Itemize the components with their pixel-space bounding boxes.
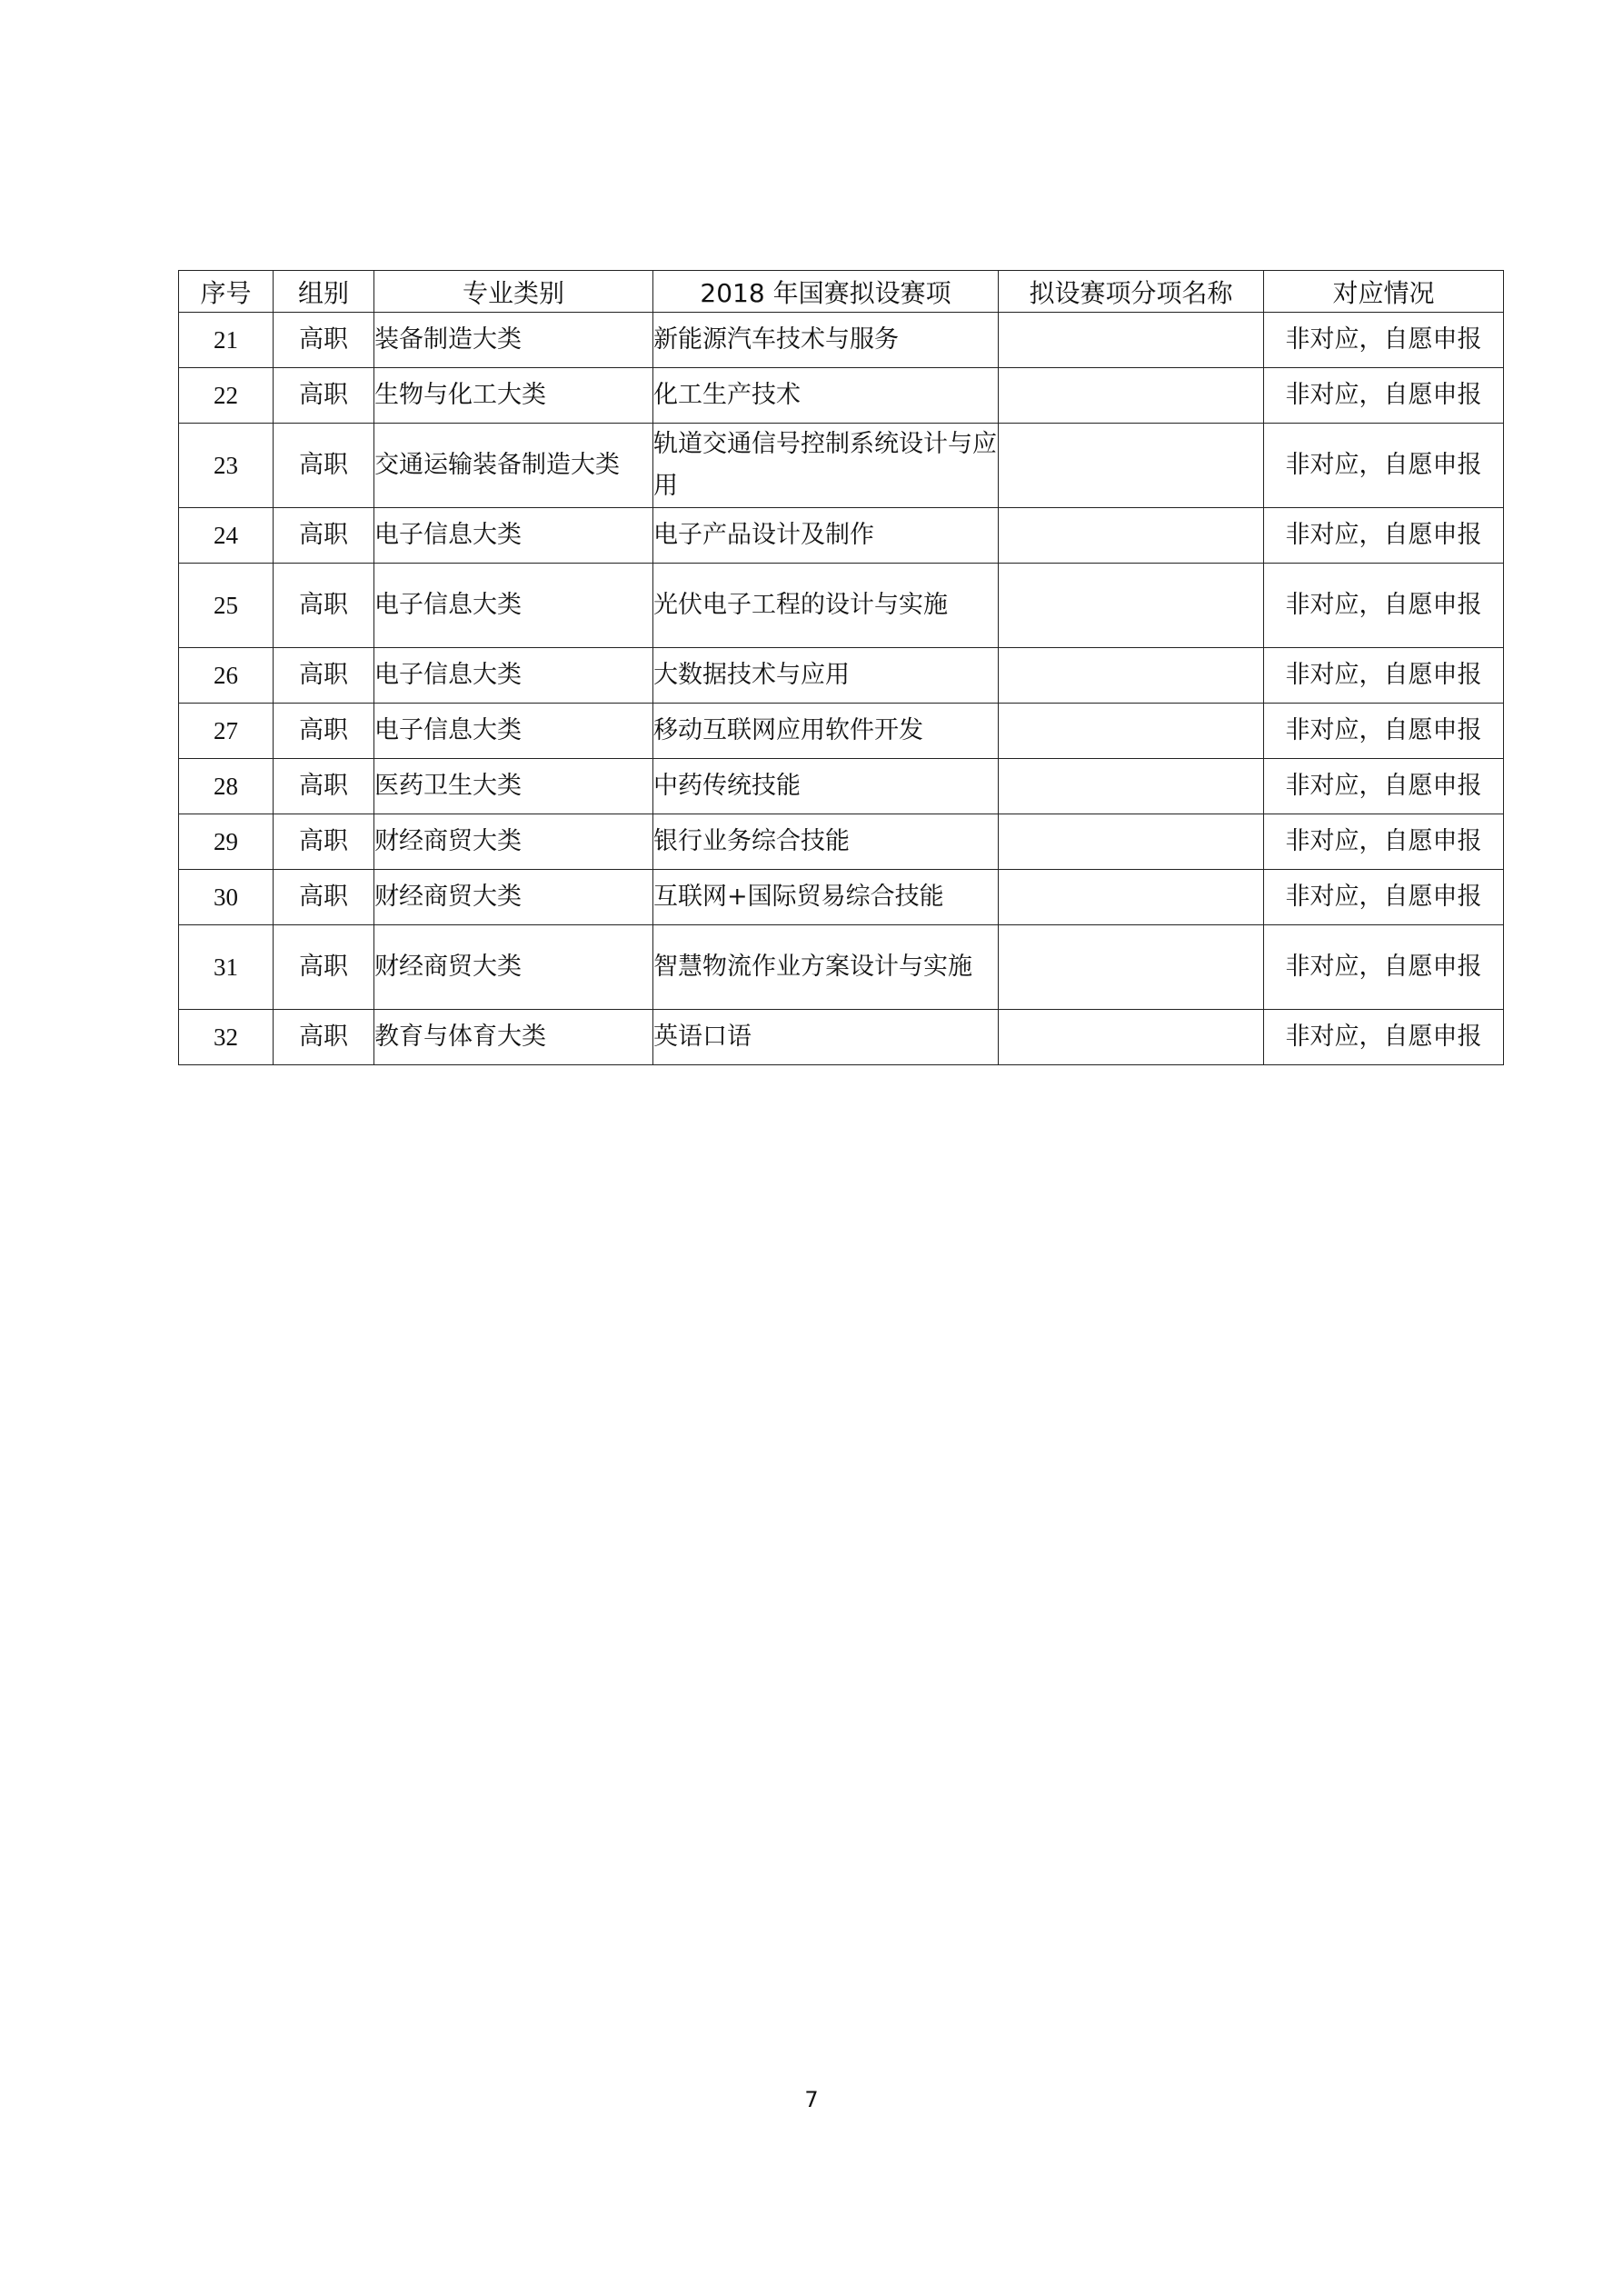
row-major: 教育与体育大类 [374, 1010, 653, 1065]
table-row [179, 814, 1504, 870]
table-body [179, 313, 1504, 1065]
row-status: 非对应，自愿申报 [1264, 759, 1504, 814]
row-major: 电子信息大类 [374, 508, 653, 564]
row-group: 高职 [274, 508, 374, 564]
row-num: 25 [179, 564, 274, 648]
row-event: 电子产品设计及制作 [653, 508, 999, 564]
row-num: 23 [179, 424, 274, 508]
row-major: 装备制造大类 [374, 313, 653, 368]
table-row [179, 368, 1504, 424]
row-event: 中药传统技能 [653, 759, 999, 814]
row-group: 高职 [274, 759, 374, 814]
row-event: 智慧物流作业方案设计与实施 [653, 925, 999, 1010]
row-sub-item [999, 870, 1264, 925]
table-row [179, 870, 1504, 925]
table-row [179, 925, 1504, 1010]
row-num: 30 [179, 870, 274, 925]
row-sub-item [999, 313, 1264, 368]
row-group: 高职 [274, 1010, 374, 1065]
row-major: 电子信息大类 [374, 704, 653, 759]
row-num: 29 [179, 814, 274, 870]
table-row [179, 564, 1504, 648]
row-event: 银行业务综合技能 [653, 814, 999, 870]
row-status: 非对应，自愿申报 [1264, 648, 1504, 704]
row-event: 轨道交通信号控制系统设计与应用 [653, 424, 999, 508]
table-header [179, 271, 1504, 313]
row-event: 光伏电子工程的设计与实施 [653, 564, 999, 648]
header-status: 对应情况 [1264, 271, 1504, 313]
table-row [179, 759, 1504, 814]
row-group: 高职 [274, 368, 374, 424]
row-group: 高职 [274, 313, 374, 368]
row-event: 大数据技术与应用 [653, 648, 999, 704]
row-event: 化工生产技术 [653, 368, 999, 424]
row-num: 28 [179, 759, 274, 814]
row-status: 非对应，自愿申报 [1264, 313, 1504, 368]
row-event: 英语口语 [653, 1010, 999, 1065]
row-group: 高职 [274, 704, 374, 759]
row-major: 交通运输装备制造大类 [374, 424, 653, 508]
table-row [179, 648, 1504, 704]
row-status: 非对应，自愿申报 [1264, 368, 1504, 424]
row-num: 22 [179, 368, 274, 424]
row-sub-item [999, 564, 1264, 648]
header-sub-item: 拟设赛项分项名称 [999, 271, 1264, 313]
row-sub-item [999, 368, 1264, 424]
row-num: 31 [179, 925, 274, 1010]
row-sub-item [999, 648, 1264, 704]
table-row [179, 424, 1504, 508]
row-group: 高职 [274, 564, 374, 648]
row-sub-item [999, 704, 1264, 759]
row-sub-item [999, 508, 1264, 564]
row-group: 高职 [274, 925, 374, 1010]
row-status: 非对应，自愿申报 [1264, 1010, 1504, 1065]
row-major: 财经商贸大类 [374, 925, 653, 1010]
row-group: 高职 [274, 870, 374, 925]
row-status: 非对应，自愿申报 [1264, 704, 1504, 759]
row-major: 财经商贸大类 [374, 814, 653, 870]
row-status: 非对应，自愿申报 [1264, 925, 1504, 1010]
row-sub-item [999, 1010, 1264, 1065]
row-event: 新能源汽车技术与服务 [653, 313, 999, 368]
row-group: 高职 [274, 424, 374, 508]
row-status: 非对应，自愿申报 [1264, 508, 1504, 564]
row-sub-item [999, 925, 1264, 1010]
row-sub-item [999, 814, 1264, 870]
row-major: 电子信息大类 [374, 648, 653, 704]
header-event: 2018 年国赛拟设赛项 [653, 271, 999, 313]
row-sub-item [999, 424, 1264, 508]
header-major: 专业类别 [374, 271, 653, 313]
table-row [179, 313, 1504, 368]
row-num: 26 [179, 648, 274, 704]
row-num: 21 [179, 313, 274, 368]
events-table [178, 270, 1504, 1065]
row-event: 互联网+国际贸易综合技能 [653, 870, 999, 925]
table-row [179, 508, 1504, 564]
row-group: 高职 [274, 648, 374, 704]
row-major: 医药卫生大类 [374, 759, 653, 814]
table-row [179, 1010, 1504, 1065]
row-status: 非对应，自愿申报 [1264, 814, 1504, 870]
row-major: 生物与化工大类 [374, 368, 653, 424]
header-row [179, 271, 1504, 313]
row-sub-item [999, 759, 1264, 814]
row-group: 高职 [274, 814, 374, 870]
row-num: 32 [179, 1010, 274, 1065]
row-major: 电子信息大类 [374, 564, 653, 648]
table-row [179, 704, 1504, 759]
header-group: 组别 [274, 271, 374, 313]
row-status: 非对应，自愿申报 [1264, 870, 1504, 925]
row-num: 24 [179, 508, 274, 564]
row-major: 财经商贸大类 [374, 870, 653, 925]
row-status: 非对应，自愿申报 [1264, 564, 1504, 648]
row-status: 非对应，自愿申报 [1264, 424, 1504, 508]
header-num: 序号 [179, 271, 274, 313]
row-num: 27 [179, 704, 274, 759]
row-event: 移动互联网应用软件开发 [653, 704, 999, 759]
page-number: 7 [804, 2087, 819, 2112]
